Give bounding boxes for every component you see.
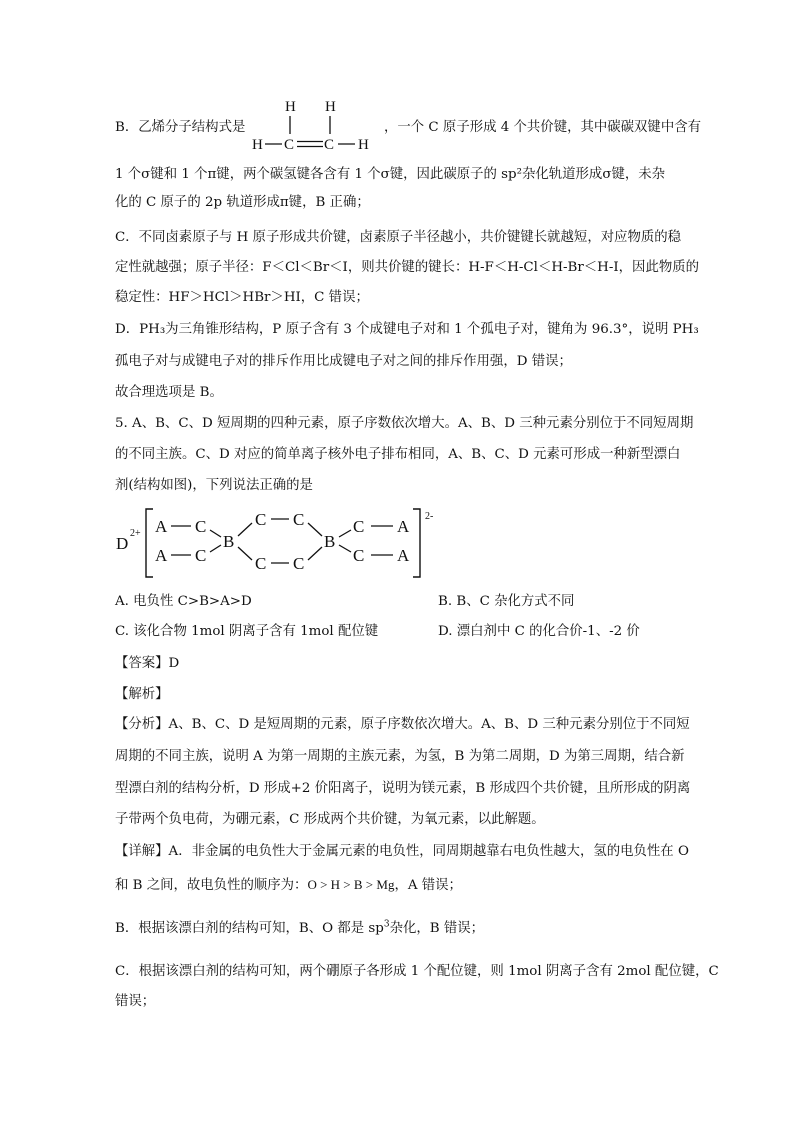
- q5-line3: 剂(结构如图)，下列说法正确的是: [115, 478, 313, 493]
- anion-charge: 2-: [425, 511, 434, 522]
- cation-charge: 2+: [130, 528, 141, 539]
- option-c-line1: C．不同卤素原子与 H 原子形成共价键，卤素原子半径越小，共价键键长就越短，对应物质的稳: [115, 230, 682, 245]
- fenxi-line1: 【分析】A、B、C、D 是短周期的元素，原子序数依次增大。A、B、D 三种元素分别位于不同短: [115, 717, 690, 732]
- conclusion: 故合理选项是 B。: [115, 385, 223, 400]
- answer: 【答案】D: [115, 656, 180, 671]
- atom-c-1: C: [195, 517, 207, 536]
- choice-a: A. 电负性 C>B>A>D: [115, 594, 252, 609]
- atom-b-1: B: [223, 532, 235, 551]
- choice-d: D. 漂白剂中 C 的化合价-1、-2 价: [438, 624, 640, 639]
- detail-line2-post: ，A 错误；: [394, 878, 462, 893]
- ethylene-h-left: H: [252, 137, 263, 153]
- detail-line2-pre: 和 B 之间，故电负性的顺序为：: [115, 878, 308, 893]
- atom-c-6: C: [293, 554, 305, 573]
- ethylene-h-top-left: H: [285, 99, 296, 115]
- atom-c-5: C: [255, 554, 267, 573]
- detail-b-sup: 3: [383, 919, 390, 930]
- cation-d: D: [116, 534, 129, 553]
- analysis-label: 【解析】: [115, 687, 169, 702]
- atom-c-4: C: [293, 510, 305, 529]
- choice-b: B. B、C 杂化方式不同: [438, 594, 575, 609]
- fenxi-line2: 周期的不同主族，说明 A 为第一周期的主族元素，为氢，B 为第二周期，D 为第三周期，结合新: [115, 749, 685, 764]
- ethylene-h-top-right: H: [325, 99, 336, 115]
- choice-c: C. 该化合物 1mol 阴离子含有 1mol 配位键: [115, 624, 379, 639]
- atom-a-4: A: [397, 546, 410, 565]
- option-c-line3: 稳定性：HF＞HCl＞HBr＞HI，C 错误；: [115, 290, 369, 305]
- option-d-line2: 孤电子对与成键电子对的排斥作用比成键电子对之间的排斥作用强，D 错误；: [115, 354, 572, 369]
- atom-a-3: A: [397, 517, 410, 536]
- option-b-pre: B．乙烯分子结构式是: [115, 120, 246, 135]
- fenxi-line4: 子带两个负电荷，为硼元素，C 形成两个共价键，为氧元素，以此解题。: [115, 812, 545, 827]
- atom-c-8: C: [353, 546, 365, 565]
- detail-line1: 【详解】A．非金属的电负性大于金属元素的电负性，同周期越靠右电负性越大，氢的电负性在 O: [115, 844, 689, 859]
- atom-c-2: C: [195, 546, 207, 565]
- ethylene-c-left: C: [284, 137, 295, 153]
- bleach-structure: [113, 505, 453, 583]
- option-d-line1: D．PH₃为三角锥形结构，P 原子含有 3 个成键电子对和 1 个孤电子对，键角为 96.3°，说明 PH₃: [115, 322, 699, 337]
- atom-c-7: C: [353, 517, 365, 536]
- ethylene-h-right: H: [358, 137, 369, 153]
- detail-b-post: 杂化，B 错误；: [389, 921, 485, 936]
- detail-line-b: [115, 920, 484, 938]
- option-b-line2: 1 个σ键和 1 个π键，两个碳氢键各含有 1 个σ键，因此碳原子的 sp²杂化轨道形成σ键，未杂: [115, 167, 666, 182]
- detail-line-c2: 错误；: [115, 994, 156, 1009]
- detail-line2: [115, 876, 462, 895]
- q5-line2: 的不同主族。C、D 对应的简单离子核外电子排布相同，A、B、C、D 元素可形成一种新型漂白: [115, 447, 681, 462]
- electronegativity-formula: O > H > B > Mg: [307, 877, 395, 892]
- q5-line1: 5. A、B、C、D 短周期的四种元素，原子序数依次增大。A、B、D 三种元素分别位于不同短周期: [115, 416, 694, 431]
- detail-b-pre: B．根据该漂白剂的结构可知，B、O 都是 sp: [115, 921, 384, 936]
- atom-a-2: A: [155, 546, 168, 565]
- atom-b-2: B: [324, 532, 336, 551]
- option-b-line3: 化的 C 原子的 2p 轨道形成π键，B 正确；: [115, 195, 370, 210]
- option-b-post: ，一个 C 原子形成 4 个共价键，其中碳碳双键中含有: [384, 120, 701, 135]
- ethylene-structure: [252, 94, 392, 156]
- detail-line-c1: C．根据该漂白剂的结构可知，两个硼原子各形成 1 个配位键，则 1mol 阴离子含有 2mol 配位键，C: [115, 964, 719, 979]
- option-c-line2: 定性就越强；原子半径：F＜Cl＜Br＜I，则共价键的键长：H-F＜H-Cl＜H-Br＜H-I，因此物质的: [115, 260, 700, 275]
- atom-c-3: C: [255, 510, 267, 529]
- atom-a-1: A: [155, 517, 168, 536]
- ethylene-c-right: C: [324, 137, 335, 153]
- fenxi-line3: 型漂白剂的结构分析，D 形成+2 价阳离子，说明为镁元素，B 形成四个共价键，且所形成的阴离: [115, 781, 691, 796]
